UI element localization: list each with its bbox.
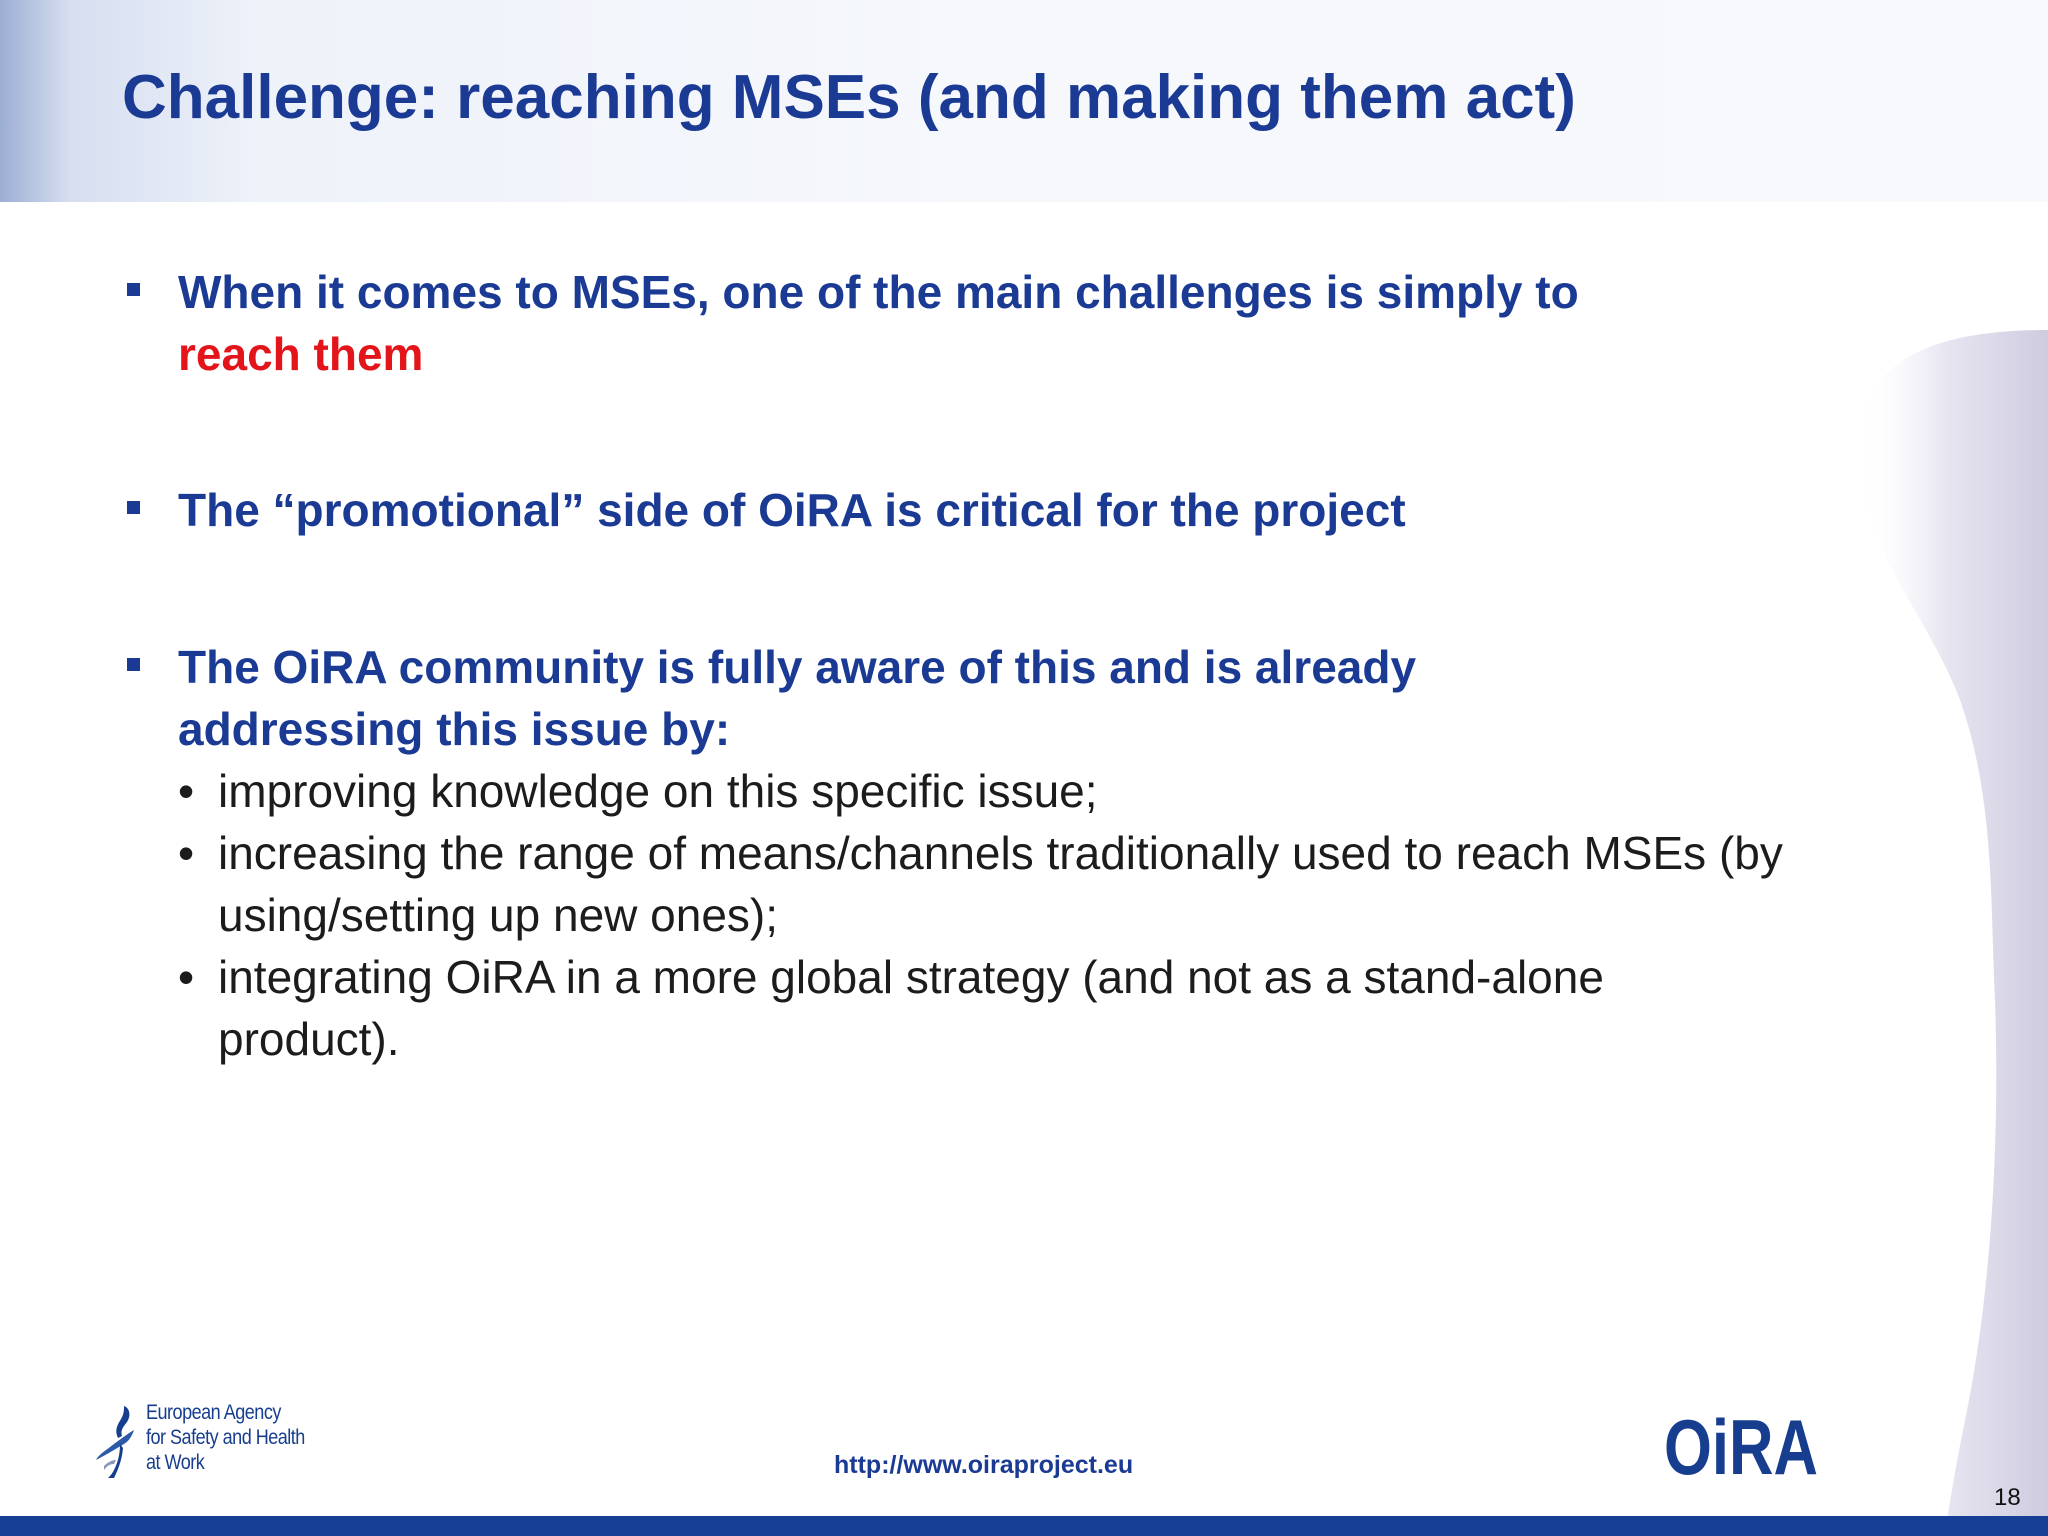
bullet-1 (178, 261, 1798, 385)
agency-figure-icon (94, 1404, 144, 1478)
bullet-2-text (178, 479, 1798, 541)
oira-logo (1662, 1400, 1822, 1491)
bullet-3 (178, 636, 1783, 1070)
bullet-3-text (178, 636, 1668, 760)
sub-bullet-item (178, 946, 1798, 1070)
bullet-1-text (178, 261, 1798, 385)
footer-url[interactable]: http://www.oiraproject.eu (834, 1451, 1134, 1479)
sub-bullet-text: integrating OiRA in a more global strategy (and not as a stand-alone product). (218, 951, 1604, 1065)
page-number: 18 (1994, 1484, 2021, 1511)
bullet-3-main: The OiRA community is fully aware of this and is already addressing this issue by: (178, 641, 1417, 755)
sub-bullet-text: increasing the range of means/channels traditionally used to reach MSEs (by using/setting up new ones); (218, 827, 1783, 941)
agency-name (146, 1400, 305, 1475)
sub-bullet-list (178, 760, 1798, 1070)
agency-name-line: European Agency (146, 1401, 281, 1424)
agency-logo (94, 1400, 324, 1480)
round-bullet-icon: • (178, 827, 195, 879)
sub-bullet-item (178, 822, 1798, 946)
square-bullet-icon (127, 283, 140, 296)
bullet-2 (178, 479, 1798, 541)
square-bullet-icon (127, 501, 140, 514)
sub-bullet-text: improving knowledge on this specific issue; (218, 765, 1098, 817)
round-bullet-icon: • (178, 951, 195, 1003)
agency-name-line: at Work (146, 1451, 205, 1474)
round-bullet-icon: • (178, 765, 195, 817)
bullet-1-highlight: reach them (178, 328, 424, 380)
footer-bar (0, 1516, 2048, 1536)
bullet-2-main: The “promotional” side of OiRA is critical for the project (178, 484, 1406, 536)
bullet-1-main: When it comes to MSEs, one of the main challenges is simply to (178, 266, 1579, 318)
sub-bullet-item (178, 760, 1798, 822)
square-bullet-icon (127, 658, 140, 671)
slide-title: Challenge: reaching MSEs (and making them act) (122, 63, 1576, 132)
agency-name-line: for Safety and Health (146, 1426, 305, 1449)
oira-logo-text: OiRA (1664, 1403, 1818, 1491)
